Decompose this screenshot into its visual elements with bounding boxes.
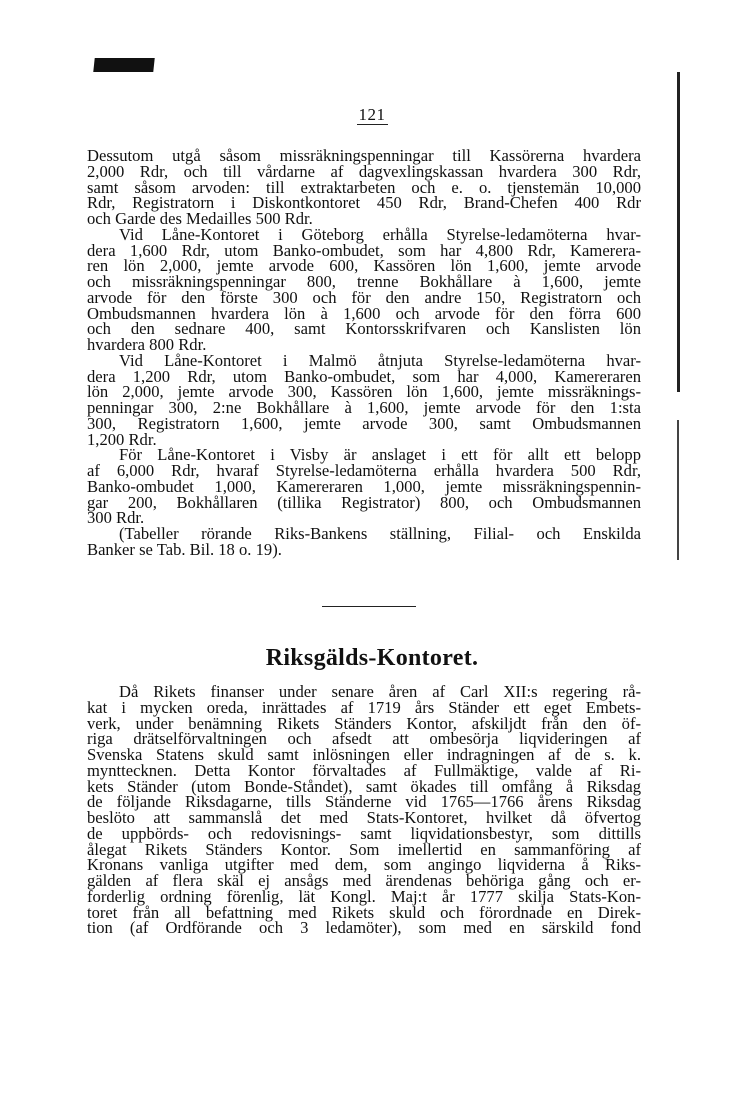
- text-line: För Låne-Kontoret i Visby är anslaget i ett för allt ett belopp: [119, 445, 641, 465]
- text-line: Kronans vanliga utgifter med dem, som angingo liqviderna å Riks-: [87, 855, 641, 875]
- text-line: kets Ständer (utom Bonde-Ståndet), samt ökades till omfång å Riksdag: [87, 776, 641, 796]
- text-line: toret från all befattning med Rikets skuld och förordnade en Direk-: [87, 902, 641, 922]
- paragraph-block-bank-salaries: [87, 148, 641, 558]
- text-line: och den sednare 400, samt Kontorsskrifvaren och Kanslisten lön: [87, 319, 641, 339]
- text-line: Banko-ombudet 1,000, Kamereraren 1,000, jemte missräkningspennin-: [87, 476, 641, 496]
- text-line: kat i mycken oreda, inrättades af 1719 års Ständer ett eget Embets-: [87, 697, 641, 717]
- text-line: penningar 300, 2:ne Bokhållare à 1,600, jemte arvode för den 1:sta: [87, 398, 641, 417]
- page-number: 121: [358, 105, 386, 124]
- section-divider: [322, 606, 416, 607]
- text-line: samt såsom arvoden: till extraktarbeten och e. o. tjenstemän 10,000: [87, 177, 641, 197]
- paragraph-block-riksgald: [87, 684, 641, 936]
- text-line: riga drätselförvaltningen och afsedt att ombesörja liqvideringen af: [87, 729, 641, 749]
- text-line: gar 200, Bokhållaren (tillika Registrator) 800, och Ombudsmannen: [87, 492, 641, 512]
- page-edge-line-lower: [677, 420, 679, 560]
- text-line: Svenska Statens skuld samt inlösningen eller indragningen af de s. k.: [87, 745, 641, 764]
- text-line: beslöto att sammanslå det med Stats-Kontoret, hvilket då öfvertog: [87, 808, 641, 827]
- text-line: verk, under benämning Rikets Ständers Kontor, afskiljdt från den öf-: [87, 713, 641, 733]
- text-line: (Tabeller rörande Riks-Bankens ställning, Filial- och Enskilda: [119, 524, 641, 543]
- text-line: gälden af flera skäl ej ansågs med ärendenas behöriga gång och er-: [87, 871, 641, 890]
- text-line: dera 1,600 Rdr, utom Banko-ombudet, som har 4,800 Rdr, Kamerera-: [87, 240, 641, 260]
- text-line: och missräkningspenningar 800, trenne Bokhållare à 1,600, jemte: [87, 272, 641, 291]
- text-line: ålegat Rikets Ständers Kontor. Som imellertid en sammanföring af: [87, 839, 641, 859]
- text-line: Vid Låne-Kontoret i Malmö åtnjuta Styrelse-ledamöterna hvar-: [119, 350, 641, 370]
- text-line: Då Rikets finanser under senare åren af Carl XII:s regering rå-: [119, 682, 641, 701]
- text-line: 2,000 Rdr, och till vårdarne af dagvexlingskassan hvardera 300 Rdr,: [87, 161, 641, 181]
- text-line: mynttecknen. Detta Kontor förvaltades af Fullmäktige, valde af Ri-: [87, 760, 641, 780]
- text-line: de följande Riksdagarne, tills Ständerne vid 1765—1766 årens Riksdag: [87, 792, 641, 812]
- text-line: Rdr, Registratorn i Diskontkontoret 450 Rdr, Brand-Chefen 400 Rdr: [87, 193, 641, 213]
- text-line: tion (af Ordförande och 3 ledamöter), som med en särskild fond: [87, 918, 641, 938]
- text-line: hvardera 800 Rdr.: [87, 335, 207, 354]
- text-line: 300, Registratorn 1,600, jemte arvode 300, samt Ombudsmannen: [87, 413, 641, 433]
- text-line: forderlig ordning förenlig, lät Kongl. Maj:t år 1777 skilja Stats-Kon-: [87, 886, 641, 906]
- text-line: Ombudsmannen hvardera lön à 1,600 och arvode för den förra 600: [87, 303, 641, 323]
- scan-artifact: [93, 58, 154, 72]
- text-line: af 6,000 Rdr, hvaraf Styrelse-ledamöterna erhålla hvardera 500 Rdr,: [87, 461, 641, 480]
- text-line: 1,200 Rdr.: [87, 429, 157, 449]
- text-line: Vid Låne-Kontoret i Göteborg erhålla Styrelse-ledamöterna hvar-: [119, 224, 641, 244]
- text-line: dera 1,200 Rdr, utom Banko-ombudet, som har 4,000, Kamereraren: [87, 366, 641, 386]
- text-line: och Garde des Medailles 500 Rdr.: [87, 209, 313, 228]
- text-line: Dessutom utgå såsom missräkningspenningar till Kassörerna hvardera: [87, 146, 641, 165]
- text-line: 300 Rdr.: [87, 508, 145, 528]
- text-line: Banker se Tab. Bil. 18 o. 19).: [87, 539, 282, 559]
- text-line: lön 2,000, jemte arvode 300, Kassören lön 1,600, jemte missräknings-: [87, 382, 641, 402]
- text-line: arvode för den förste 300 och för den andre 150, Registratorn och: [87, 287, 641, 307]
- section-heading: Riksgälds-Kontoret.: [265, 645, 479, 671]
- text-line: de uppbörds- och redovisnings- samt liqvidationsbestyr, som dittills: [87, 823, 641, 843]
- text-line: ren lön 2,000, jemte arvode 600, Kassören lön 1,600, jemte arvode: [87, 256, 641, 276]
